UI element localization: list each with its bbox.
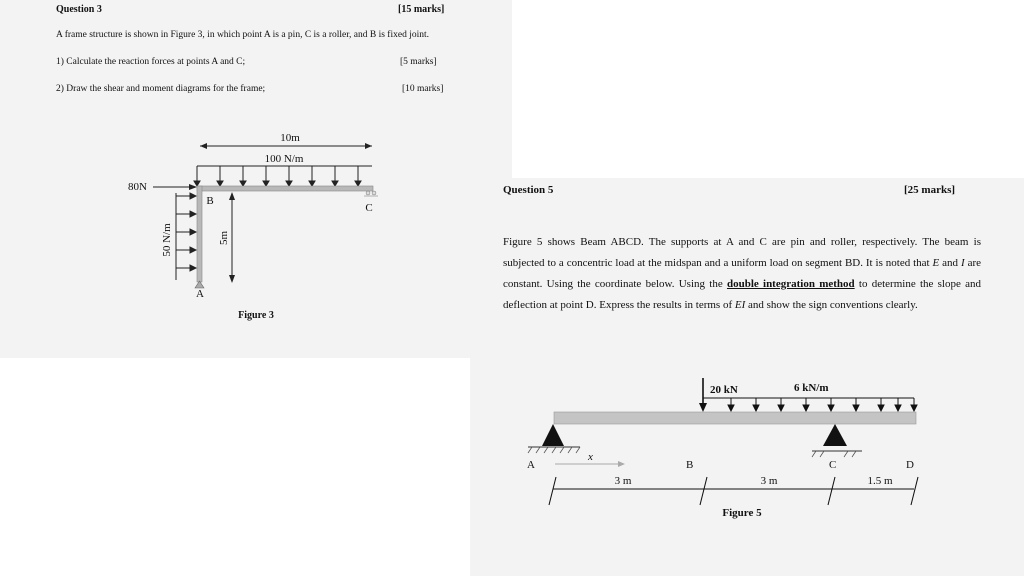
q3-part2: 2) Draw the shear and moment diagrams for the frame;: [56, 84, 266, 94]
q5-title: Question 5: [503, 184, 554, 196]
label-b-5: B: [686, 459, 694, 471]
q3-intro: A frame structure is shown in Figure 3, in which point A is a pin, C is a roller, and B is fixed joint.: [56, 30, 429, 40]
dim-bc: 3 m: [760, 475, 778, 487]
label-c: C: [365, 202, 373, 214]
q3-part1: 1) Calculate the reaction forces at points A and C;: [56, 57, 246, 67]
coord-x-label: x: [588, 451, 593, 463]
beam-abcd: [554, 412, 916, 424]
q5-paragraph: Figure 5 shows Beam ABCD. The supports at A and C are pin and roller, respectively. The beam is subjected to a concentric load at the midspan and a uniform load on segment BD. It is noted that E and I are constant. Using the coordinate below. Using the double integration method to determine the slope and deflection at point D. Express the results in terms of EI and show the sign conventions clearly.: [503, 236, 981, 311]
point-load-20kn-arrow: [699, 378, 707, 412]
roller-support-c-5: [812, 424, 862, 457]
pin-support-a-5: [528, 424, 580, 453]
height-label: 5m: [218, 230, 230, 246]
label-c-5: C: [829, 459, 837, 471]
dimension-line-5: [549, 477, 918, 505]
udl-label-5: 6 kN/m: [794, 382, 829, 394]
label-d-5: D: [906, 459, 914, 471]
label-a: A: [196, 288, 204, 300]
udl-side-label: 50 N/m: [161, 223, 173, 257]
span-label: 10m: [280, 132, 300, 144]
udl-top-label: 100 N/m: [264, 153, 304, 165]
point-load-label-5: 20 kN: [710, 384, 738, 396]
q3-marks: [15 marks]: [398, 4, 445, 15]
q3-part2-marks: [10 marks]: [402, 84, 444, 94]
q5-marks: [25 marks]: [904, 184, 956, 196]
udl-bd-arrows: [703, 398, 917, 411]
dim-ab: 3 m: [614, 475, 632, 487]
figure-5-caption: Figure 5: [722, 507, 762, 519]
label-b: B: [206, 195, 214, 207]
q3-part1-marks: [5 marks]: [400, 57, 437, 67]
point-load-label: 80N: [128, 181, 147, 193]
q3-title: Question 3: [56, 4, 102, 15]
double-integration-method: double integration method: [726, 278, 855, 290]
figure-3-caption: Figure 3: [238, 310, 274, 321]
dim-cd: 1.5 m: [867, 475, 893, 487]
label-a-5: A: [527, 459, 535, 471]
